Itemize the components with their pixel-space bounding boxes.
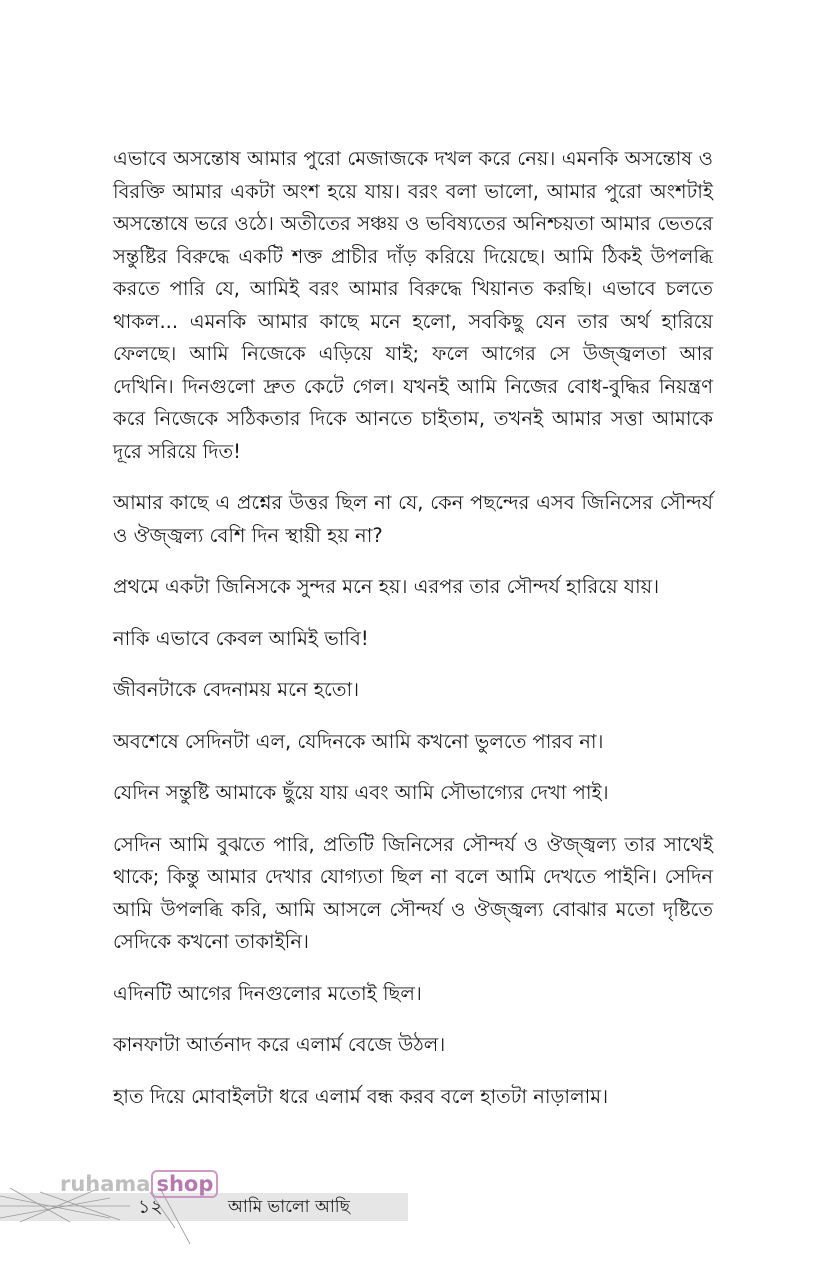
watermark-suffix: shop [151, 1170, 218, 1198]
paragraph: এভাবে অসন্তোষ আমার পুরো মেজাজকে দখল করে নেয়। এমনকি অসন্তোষ ও বিরক্তি আমার একটা অংশ হয়ে যায়। বরং বলা ভালো, আমার পুরো অংশটাই অসন্তোষে ভরে ওঠে। অতীতের সঞ্চয় ও ভবিষ্যতের অনিশ্চয়তা আমার ভেতরে সন্তুষ্টির বিরুদ্ধে একটি শক্ত প্রাচীর দাঁড় করিয়ে দিয়েছে। আমি ঠিকই উপলব্ধি করতে পারি যে, আমিই বরং আমার বিরুদ্ধে খিয়ানত করছি। এভাবে চলতে থাকল... এমনকি আমার কাছে মনে হলো, সবকিছু যেন তার অর্থ হারিয়ে ফেলছে। আমি নিজেকে এড়িয়ে যাই; ফলে আগের সে উজ্জ্বলতা আর দেখিনি। দিনগুলো দ্রুত কেটে গেল। যখনই আমি নিজের বোধ-বুদ্ধির নিয়ন্ত্রণ করে নিজেকে সঠিকতার দিকে আনতে চাইতাম, তখনই আমার সত্তা আমাকে দূরে সরিয়ে দিত! [113, 147, 713, 463]
paragraph: অবশেষে সেদিনটা এল, যেদিনকে আমি কখনো ভুলতে পারব না। [113, 729, 604, 753]
paragraph: যেদিন সন্তুষ্টি আমাকে ছুঁয়ে যায় এবং আমি সৌভাগ্যের দেখা পাই। [113, 781, 609, 804]
brand-watermark [60, 1172, 218, 1196]
paragraph: এদিনটি আগের দিনগুলোর মতোই ছিল। [113, 981, 422, 1005]
paragraph: নাকি এভাবে কেবল আমিই ভাবি! [113, 626, 369, 650]
page-body [113, 143, 713, 1132]
paragraph: আমার কাছে এ প্রশ্নের উত্তর ছিল না যে, কেন পছন্দের এসব জিনিসের সৌন্দর্য ও ঔজ্জ্বল্য বেশি দিন স্থায়ী হয় না? [113, 491, 713, 547]
watermark-brand: ruhama [60, 1172, 151, 1196]
paragraph: জীবনটাকে বেদনাময় মনে হতো। [113, 678, 360, 701]
page-number: ১২ [138, 1196, 163, 1218]
paragraph: কানফাটা আর্তনাদ করে এলার্ম বেজে উঠল। [113, 1033, 446, 1056]
book-title: আমি ভালো আছি [228, 1197, 350, 1217]
paragraph: সেদিন আমি বুঝতে পারি, প্রতিটি জিনিসের সৌন্দর্য ও ঔজ্জ্বল্য তার সাথেই থাকে; কিন্তু আমার দেখার যোগ্যতা ছিল না বলে আমি দেখতে পাইনি। সেদিন আমি উপলব্ধি করি, আমি আসলে সৌন্দর্য ও ঔজ্জ্বল্য বোঝার মতো দৃষ্টিতে সেদিকে কখনো তাকাইনি। [113, 832, 713, 953]
paragraph: হাত দিয়ে মোবাইলটা ধরে এলার্ম বন্ধ করব বলে হাতটা নাড়ালাম। [113, 1084, 609, 1108]
paragraph: প্রথমে একটা জিনিসকে সুন্দর মনে হয়। এরপর তার সৌন্দর্য হারিয়ে যায়। [113, 575, 660, 598]
